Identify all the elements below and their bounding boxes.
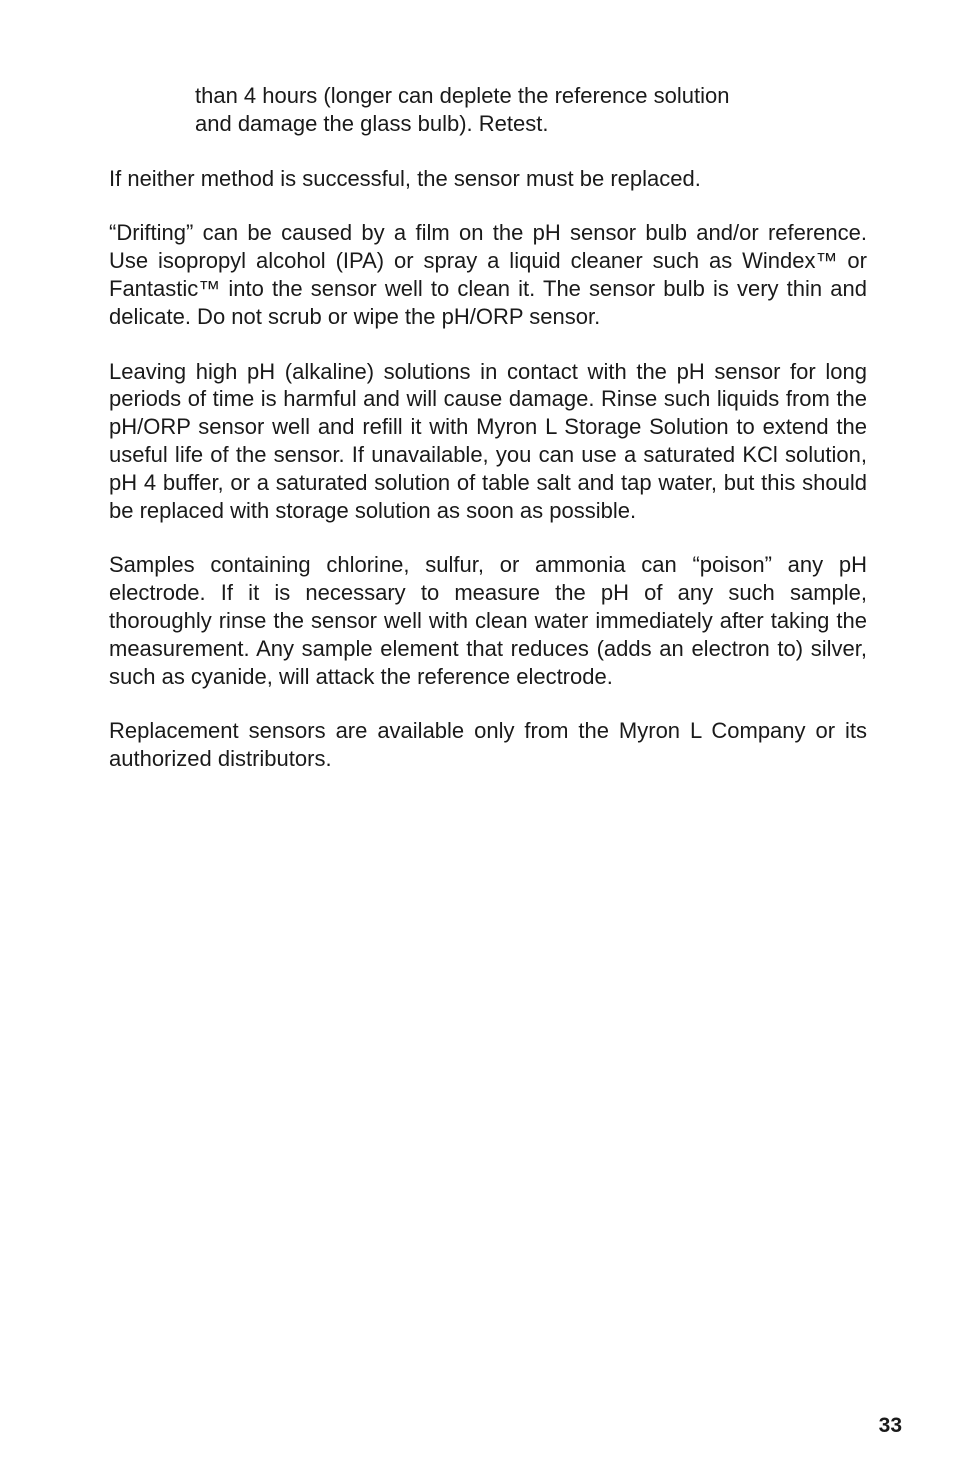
paragraph-alkaline-solutions: Leaving high pH (alkaline) solutions in contact with the pH sensor for long periods of time is harmful and will cause damage. Rinse such liquids from the pH/ORP sensor well and refill it with Myron L Storage Solution to extend the useful life of the sensor. If unavailable, you can use a saturated KCl solution, pH 4 buffer, or a saturated solution of table salt and tap water, but this should be replaced with storage solution as soon as possible. <box>109 358 867 523</box>
continued-text-block <box>195 82 795 138</box>
page-content <box>109 82 867 800</box>
continued-line: than 4 hours (longer can deplete the reference solution <box>195 83 730 108</box>
paragraph-poison-samples: Samples containing chlorine, sulfur, or ammonia can “poison” any pH electrode. If it is necessary to measure the pH of any such sample, thoroughly rinse the sensor well with clean water immediately after taking the measurement. Any sample element that reduces (adds an electron to) silver, such as cyanide, will attack the reference electrode. <box>109 552 867 689</box>
paragraph-drifting: “Drifting” can be caused by a film on the pH sensor bulb and/or reference. Use isopropyl alcohol (IPA) or spray a liquid cleaner such as Windex™ or Fantastic™ into the sensor well to clean it. The sensor bulb is very thin and delicate. Do not scrub or wipe the pH/ORP sensor. <box>109 220 867 329</box>
paragraph-sensor-replacement: If neither method is successful, the sensor must be replaced. <box>109 165 701 191</box>
page-number: 33 <box>878 1414 902 1437</box>
continued-line: and damage the glass bulb). Retest. <box>195 110 549 136</box>
paragraph-replacement-sensors: Replacement sensors are available only from the Myron L Company or its authorized distributors. <box>109 718 867 772</box>
